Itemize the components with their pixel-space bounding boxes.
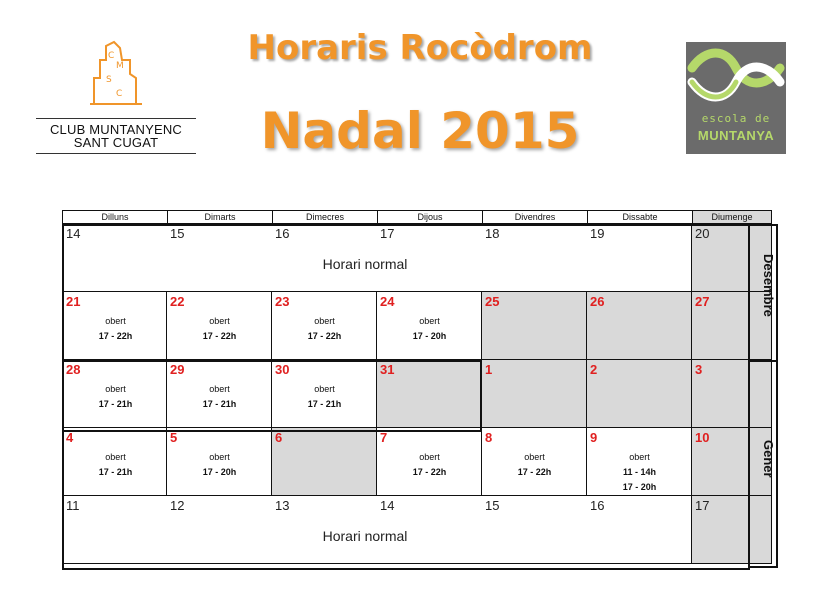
day-number: 19 xyxy=(590,226,605,241)
day-cell xyxy=(377,428,482,496)
opening-info xyxy=(63,450,168,480)
day-cell xyxy=(587,428,692,496)
open-label: obert xyxy=(419,316,440,326)
month-label-box xyxy=(748,360,778,568)
day-cell-closed xyxy=(272,428,377,496)
opening-info xyxy=(272,382,377,412)
svg-text:M: M xyxy=(116,61,124,71)
day-cell xyxy=(272,292,377,360)
day-number: 15 xyxy=(485,498,500,513)
weekday-label: Dimecres xyxy=(272,210,377,224)
day-number: 3 xyxy=(695,362,703,377)
day-number: 22 xyxy=(170,294,185,309)
day-number: 14 xyxy=(380,498,395,513)
weekday-label: Diumenge xyxy=(692,210,772,224)
day-number: 9 xyxy=(590,430,598,445)
open-label: obert xyxy=(105,316,126,326)
opening-hours: 17 - 20h xyxy=(202,467,237,477)
opening-info xyxy=(377,314,482,344)
opening-hours: 17 - 20h xyxy=(622,482,657,492)
open-label: obert xyxy=(314,384,335,394)
day-number: 7 xyxy=(380,430,388,445)
opening-hours: 17 - 21h xyxy=(307,399,342,409)
open-label: obert xyxy=(209,452,230,462)
open-label: obert xyxy=(419,452,440,462)
day-number: 1 xyxy=(485,362,493,377)
svg-text:C: C xyxy=(116,89,123,99)
month-label-box xyxy=(748,224,778,362)
weekday-label: Dilluns xyxy=(62,210,167,224)
open-label: obert xyxy=(524,452,545,462)
day-number: 21 xyxy=(66,294,81,309)
page-title: Horaris Rocòdrom xyxy=(247,28,593,68)
opening-hours: 17 - 20h xyxy=(412,331,447,341)
opening-info xyxy=(167,450,272,480)
day-number: 8 xyxy=(485,430,493,445)
calendar-week-row xyxy=(62,496,748,564)
day-number: 4 xyxy=(66,430,74,445)
normal-schedule-label: Horari normal xyxy=(322,528,408,544)
day-cell xyxy=(272,360,377,428)
day-number: 27 xyxy=(695,294,710,309)
day-number: 17 xyxy=(695,498,710,513)
day-number: 29 xyxy=(170,362,185,377)
day-number: 20 xyxy=(695,226,710,241)
calendar-week-row xyxy=(62,224,748,292)
open-label: obert xyxy=(314,316,335,326)
day-number: 17 xyxy=(380,226,395,241)
escola-line1: escola de xyxy=(701,112,771,125)
calendar-week-row xyxy=(62,428,748,496)
escola-line2: MUNTANYA xyxy=(697,128,775,143)
day-number: 11 xyxy=(66,498,80,513)
normal-schedule-label: Horari normal xyxy=(322,256,408,272)
weekday-label: Dissabte xyxy=(587,210,692,224)
weekday-label: Divendres xyxy=(482,210,587,224)
svg-text:S: S xyxy=(106,75,112,85)
day-cell-closed xyxy=(587,292,692,360)
opening-info xyxy=(63,382,168,412)
day-number: 14 xyxy=(66,226,81,241)
open-label: obert xyxy=(209,316,230,326)
opening-info xyxy=(482,450,587,480)
day-number: 18 xyxy=(485,226,500,241)
opening-info xyxy=(167,314,272,344)
club-name-line2: SANT CUGAT xyxy=(36,135,196,154)
day-number: 10 xyxy=(695,430,710,445)
day-cell-closed xyxy=(482,292,587,360)
day-cell-closed xyxy=(587,360,692,428)
month-label-december: Desembre xyxy=(761,254,776,317)
opening-hours: 17 - 21h xyxy=(202,399,237,409)
weekday-label: Dimarts xyxy=(167,210,272,224)
month-label-january: Gener xyxy=(761,440,776,478)
day-number: 30 xyxy=(275,362,290,377)
castle-logo-icon xyxy=(86,38,146,108)
club-name-line1: CLUB MUNTANYENC xyxy=(36,118,196,137)
day-number: 2 xyxy=(590,362,598,377)
day-number: 13 xyxy=(275,498,290,513)
opening-hours: 17 - 22h xyxy=(517,467,552,477)
weekday-header xyxy=(62,210,772,224)
day-number: 28 xyxy=(66,362,81,377)
opening-info xyxy=(272,314,377,344)
calendar-week-row xyxy=(62,292,748,360)
opening-hours: 17 - 22h xyxy=(98,331,133,341)
opening-hours: 17 - 22h xyxy=(412,467,447,477)
day-number: 24 xyxy=(380,294,395,309)
opening-hours: 17 - 22h xyxy=(202,331,237,341)
day-number: 16 xyxy=(590,498,605,513)
weekday-label: Dijous xyxy=(377,210,482,224)
opening-hours: 11 - 14h xyxy=(622,467,657,477)
calendar-week-row xyxy=(62,360,748,428)
day-cell xyxy=(167,360,272,428)
escola-logo xyxy=(686,42,786,154)
day-cell-closed xyxy=(377,360,482,428)
open-label: obert xyxy=(105,384,126,394)
day-cell xyxy=(62,292,167,360)
day-number: 5 xyxy=(170,430,178,445)
day-number: 23 xyxy=(275,294,290,309)
day-number: 26 xyxy=(590,294,605,309)
day-number: 12 xyxy=(170,498,185,513)
opening-hours: 17 - 21h xyxy=(98,399,133,409)
day-cell xyxy=(167,428,272,496)
svg-text:C: C xyxy=(108,51,115,61)
page-subtitle: Nadal 2015 xyxy=(260,102,580,160)
day-number: 6 xyxy=(275,430,283,445)
day-cell xyxy=(482,428,587,496)
opening-info xyxy=(167,382,272,412)
day-cell xyxy=(377,292,482,360)
day-number: 31 xyxy=(380,362,395,377)
open-label: obert xyxy=(629,452,650,462)
day-cell xyxy=(167,292,272,360)
day-cell xyxy=(62,360,167,428)
open-label: obert xyxy=(209,384,230,394)
club-logo xyxy=(36,38,196,156)
opening-hours: 17 - 21h xyxy=(98,467,133,477)
day-cell xyxy=(62,428,167,496)
opening-info xyxy=(587,450,692,495)
opening-hours: 17 - 22h xyxy=(307,331,342,341)
open-label: obert xyxy=(105,452,126,462)
day-cell-closed xyxy=(482,360,587,428)
day-number: 15 xyxy=(170,226,185,241)
opening-info xyxy=(63,314,168,344)
rope-knot-icon xyxy=(686,42,786,112)
day-number: 16 xyxy=(275,226,290,241)
day-number: 25 xyxy=(485,294,500,309)
opening-info xyxy=(377,450,482,480)
